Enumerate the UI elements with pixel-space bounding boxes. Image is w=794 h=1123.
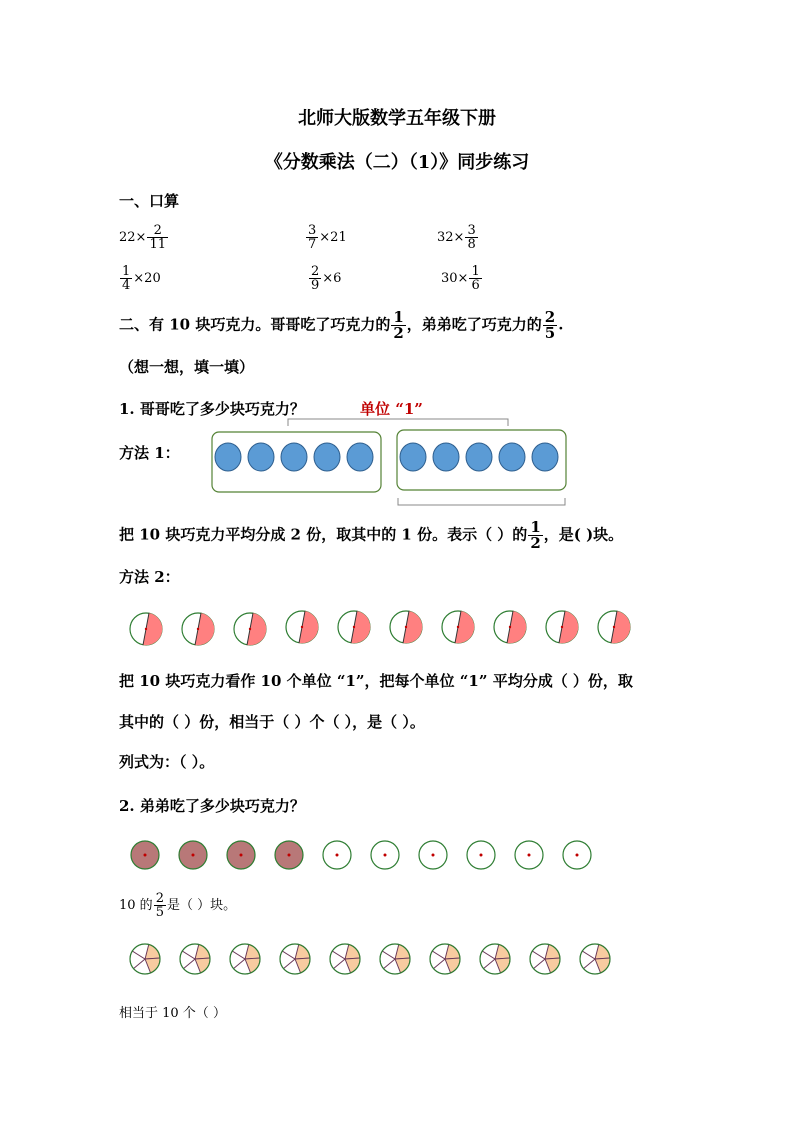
half-circle-7 xyxy=(442,611,474,643)
fraction xyxy=(309,265,321,292)
fifths-pie-7 xyxy=(430,944,460,974)
mental-math-item-5 xyxy=(308,265,341,292)
fraction xyxy=(306,224,318,251)
empty-circle-7 xyxy=(419,841,447,869)
shaded-circles-diagram xyxy=(0,834,794,878)
mental-math-item-6 xyxy=(441,265,483,292)
fifths-pie-1 xyxy=(130,944,160,974)
item-text: 22× xyxy=(119,230,147,245)
fraction-denominator: 4 xyxy=(122,278,131,293)
method-2-line-2: 其中的（ ）份，相当于（ ）个（ ），是（ ）。 xyxy=(119,713,425,731)
item-text: ×6 xyxy=(322,271,342,286)
method-2-label: 方法 2： xyxy=(119,568,180,586)
fraction-denominator: 2 xyxy=(530,534,541,552)
chocolate-9 xyxy=(499,443,525,471)
fifths-pie-8 xyxy=(480,944,510,974)
group-brace-bottom xyxy=(398,498,565,505)
half-circle-2 xyxy=(182,613,214,645)
fraction-numerator: 1 xyxy=(471,264,480,279)
empty-circle-5 xyxy=(323,841,351,869)
fraction-denominator: 5 xyxy=(155,905,164,920)
fraction-numerator: 3 xyxy=(308,223,317,238)
method-text: 把 10 块巧克力平均分成 2 份，取其中的 1 份。表示（ ）的 xyxy=(119,525,528,544)
item-text: 32× xyxy=(437,230,465,245)
fraction-one-half xyxy=(391,310,405,341)
fraction-denominator: 9 xyxy=(311,278,320,293)
mental-math-item-4 xyxy=(119,265,161,292)
fraction-numerator: 1 xyxy=(122,264,131,279)
fraction xyxy=(147,224,168,251)
fifths-pie-2 xyxy=(180,944,210,974)
half-circles-diagram xyxy=(0,602,794,652)
empty-circle-10 xyxy=(563,841,591,869)
fraction-denominator: 6 xyxy=(471,278,480,293)
chocolate-groups-diagram xyxy=(0,410,794,530)
intro-text: 二、有 10 块巧克力。哥哥吃了巧克力的 xyxy=(119,315,391,334)
fifths-pies-diagram xyxy=(0,938,794,982)
chocolate-4 xyxy=(314,443,340,471)
fraction-numerator: 2 xyxy=(155,891,164,906)
mental-math-item-2 xyxy=(305,224,347,251)
fraction xyxy=(469,265,481,292)
chocolate-3 xyxy=(281,443,307,471)
half-circle-4 xyxy=(286,611,318,643)
method-2-line-1: 把 10 块巧克力看作 10 个单位 “1”，把每个单位 “1” 平均分成（ ）份，取 xyxy=(119,672,633,690)
q2-text: 是（ ）块。 xyxy=(166,898,237,913)
half-circle-8 xyxy=(494,611,526,643)
fifths-pie-9 xyxy=(530,944,560,974)
chocolate-5 xyxy=(347,443,373,471)
intro-text: ，弟弟吃了巧克力的 xyxy=(406,315,542,334)
fraction-denominator: 11 xyxy=(149,237,166,252)
item-text: 30× xyxy=(441,271,469,286)
empty-circle-9 xyxy=(515,841,543,869)
fraction-numerator: 2 xyxy=(311,264,320,279)
shaded-circle-2 xyxy=(179,841,207,869)
fraction-one-half xyxy=(528,520,542,551)
method-1-text xyxy=(119,520,623,551)
empty-circle-6 xyxy=(371,841,399,869)
fraction-numerator: 1 xyxy=(530,518,541,536)
fifths-pie-5 xyxy=(330,944,360,974)
section-heading-mental-math: 一、口算 xyxy=(119,192,180,210)
question-2: 2. 弟弟吃了多少块巧克力？ xyxy=(119,797,305,815)
fraction-denominator: 5 xyxy=(544,324,556,342)
method-1-label: 方法 1： xyxy=(119,444,180,462)
fraction-denominator: 2 xyxy=(393,324,404,342)
shaded-circle-3 xyxy=(227,841,255,869)
unit-brace-top xyxy=(288,419,508,426)
half-circle-3 xyxy=(234,613,266,645)
section2-intro xyxy=(119,310,563,341)
fraction-numerator: 1 xyxy=(393,308,404,326)
fraction-two-fifths xyxy=(154,892,166,919)
fraction-denominator: 8 xyxy=(467,237,476,252)
mental-math-item-1 xyxy=(119,224,169,251)
chocolate-7 xyxy=(433,443,459,471)
intro-text: . xyxy=(558,315,564,334)
chocolate-8 xyxy=(466,443,492,471)
mental-math-item-3 xyxy=(437,224,479,251)
half-circle-1 xyxy=(130,613,162,645)
item-text: ×20 xyxy=(133,271,161,286)
question-2-text xyxy=(119,892,236,919)
shaded-circle-1 xyxy=(131,841,159,869)
fifths-pie-6 xyxy=(380,944,410,974)
item-text: ×21 xyxy=(319,230,347,245)
fraction xyxy=(465,224,477,251)
chocolate-2 xyxy=(248,443,274,471)
question-2-equivalent: 相当于 10 个（ ） xyxy=(119,1006,226,1021)
question-1: 1. 哥哥吃了多少块巧克力？ xyxy=(119,400,305,418)
fraction xyxy=(120,265,132,292)
page-subtitle: 《分数乘法（二）（1）》同步练习 xyxy=(264,152,530,173)
fifths-pie-10 xyxy=(580,944,610,974)
half-circle-6 xyxy=(390,611,422,643)
fraction-numerator: 2 xyxy=(544,308,556,326)
method-text: ，是( )块。 xyxy=(543,525,624,544)
shaded-circle-4 xyxy=(275,841,303,869)
chocolate-10 xyxy=(532,443,558,471)
fifths-pie-3 xyxy=(230,944,260,974)
chocolate-1 xyxy=(215,443,241,471)
fraction-numerator: 2 xyxy=(153,223,162,238)
half-circle-9 xyxy=(546,611,578,643)
chocolate-6 xyxy=(400,443,426,471)
fraction-denominator: 7 xyxy=(308,237,317,252)
fraction-two-fifths xyxy=(543,310,557,341)
formula-line: 列式为：（ ）。 xyxy=(119,753,215,771)
q2-text: 10 的 xyxy=(119,898,153,913)
fifths-pie-4 xyxy=(280,944,310,974)
half-circle-10 xyxy=(598,611,630,643)
page-title: 北师大版数学五年级下册 xyxy=(298,108,496,129)
half-circle-5 xyxy=(338,611,370,643)
hint-text: （想一想，填一填） xyxy=(119,358,255,376)
unit-one-label: 单位 “1” xyxy=(360,400,423,418)
empty-circle-8 xyxy=(467,841,495,869)
fraction-numerator: 3 xyxy=(467,223,476,238)
